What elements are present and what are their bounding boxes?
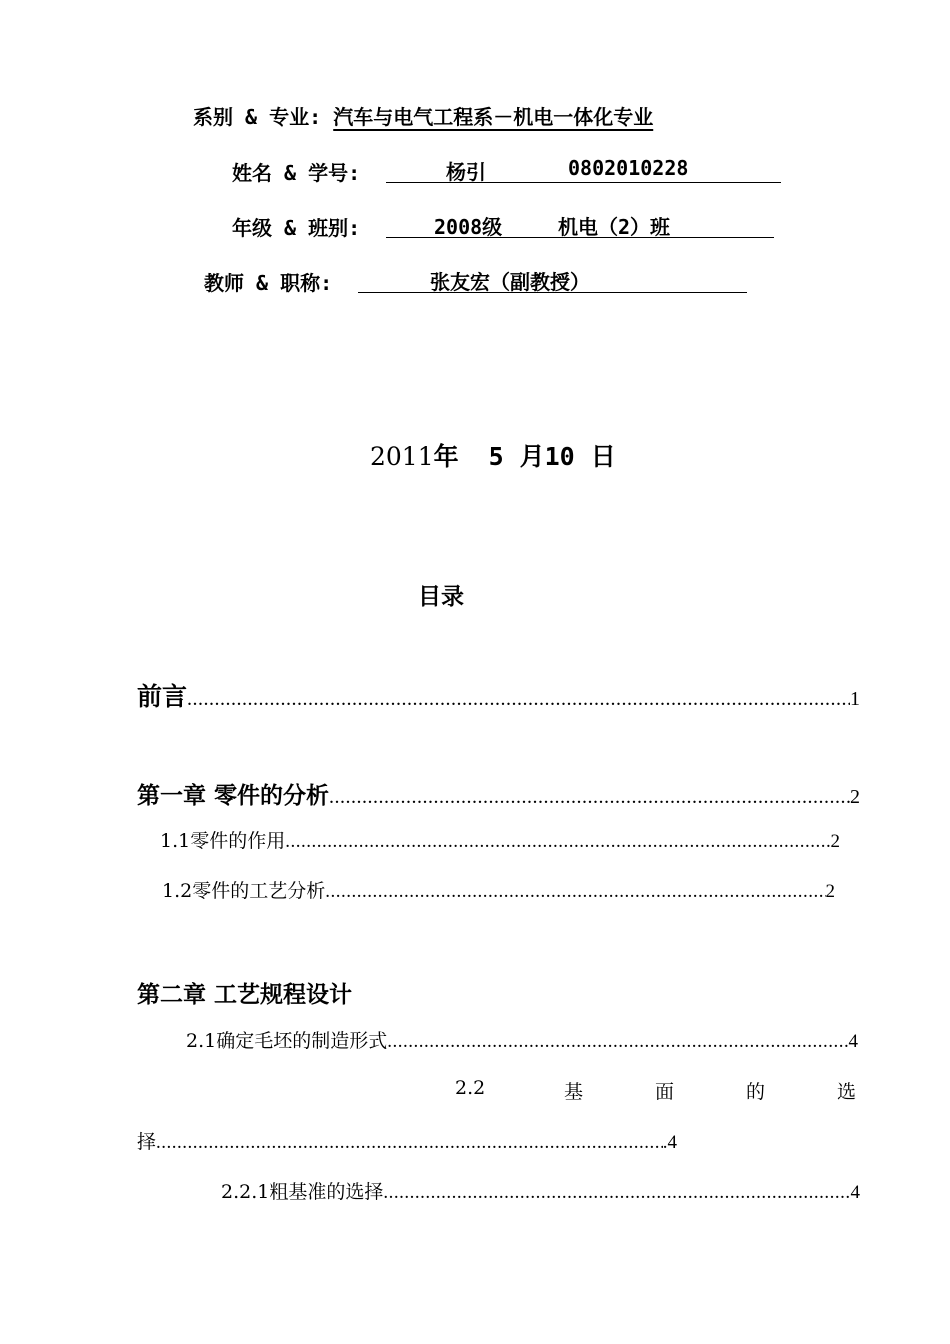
date-day-unit: 日 — [590, 442, 616, 471]
toc-entry-label: 第一章 零件的分析 — [137, 783, 330, 809]
toc-page-number: 2 — [850, 786, 860, 808]
student-name: 杨引 — [446, 160, 486, 184]
toc-2-2-word-2: 面 — [655, 1081, 675, 1103]
toc-page-number: .4 — [662, 1132, 677, 1153]
department-value: 汽车与电气工程系－机电一体化专业 — [333, 105, 654, 129]
toc-entry-label: 前言 — [137, 682, 188, 711]
toc-entry-label: 择 — [137, 1131, 157, 1153]
name-row — [232, 157, 360, 186]
toc-2-2-word-3: 的 — [746, 1081, 766, 1103]
toc-2-2-word-1: 基 — [564, 1081, 584, 1103]
toc-page-number: 1 — [850, 688, 860, 710]
toc-entry-1-2[interactable] — [162, 876, 835, 903]
toc-title: 目录 — [418, 584, 464, 610]
toc-page-number: 4 — [850, 1182, 860, 1203]
date-day: 10 — [544, 442, 575, 471]
toc-entry-label: 1.2零件的工艺分析 — [162, 880, 326, 902]
teacher-label: 教师 & 职称: — [204, 271, 333, 295]
date-month: 5 — [488, 442, 504, 471]
toc-entry-label: 第二章 工艺规程设计 — [137, 982, 353, 1008]
toc-entry-chapter-2[interactable] — [137, 976, 352, 1009]
toc-dot-leader — [325, 881, 825, 903]
grade-blank — [386, 211, 774, 238]
toc-entry-2-2-1[interactable] — [221, 1177, 860, 1204]
department-label: 系别 & 专业: — [193, 105, 322, 129]
toc-dot-leader — [285, 831, 830, 853]
department-row — [193, 101, 653, 130]
toc-2-2-number: 2.2 — [455, 1077, 486, 1099]
toc-page-number: 4 — [848, 1031, 858, 1052]
date-year: 2011 — [370, 442, 434, 471]
teacher-row — [204, 267, 332, 296]
teacher-blank — [358, 266, 747, 293]
toc-entry-label: 2.1确定毛坯的制造形式 — [186, 1030, 388, 1052]
toc-entry-2-1[interactable] — [186, 1026, 858, 1053]
toc-dot-leader — [329, 786, 850, 809]
toc-dot-leader — [387, 1031, 848, 1053]
teacher-value: 张友宏（副教授） — [430, 270, 590, 294]
toc-dot-leader — [187, 688, 850, 711]
student-id: 0802010228 — [568, 156, 689, 180]
name-blank — [386, 156, 781, 183]
toc-entry-chapter-1[interactable] — [137, 777, 860, 810]
grade-label: 年级 & 班别: — [232, 216, 361, 240]
name-label: 姓名 & 学号: — [232, 161, 361, 185]
toc-page-number: 2 — [830, 831, 840, 852]
class-value: 机电（2）班 — [558, 215, 671, 239]
toc-dot-leader — [156, 1132, 663, 1154]
toc-2-2-word-4: 选 — [837, 1081, 857, 1103]
date-line — [370, 437, 616, 473]
toc-page-number: 2 — [825, 881, 835, 902]
toc-entry-1-1[interactable] — [160, 826, 840, 853]
toc-entry-2-2[interactable] — [137, 1077, 860, 1107]
grade-row — [232, 212, 360, 241]
date-month-unit: 月 — [519, 442, 545, 471]
date-year-unit: 年 — [433, 442, 459, 471]
grade-value: 2008级 — [434, 215, 503, 239]
toc-entry-label: 1.1零件的作用 — [160, 830, 286, 852]
toc-entry-preface[interactable] — [137, 677, 860, 713]
toc-entry-2-2-continued[interactable] — [137, 1127, 677, 1154]
toc-entry-label: 2.2.1粗基准的选择 — [221, 1181, 384, 1203]
toc-dot-leader — [383, 1182, 850, 1204]
